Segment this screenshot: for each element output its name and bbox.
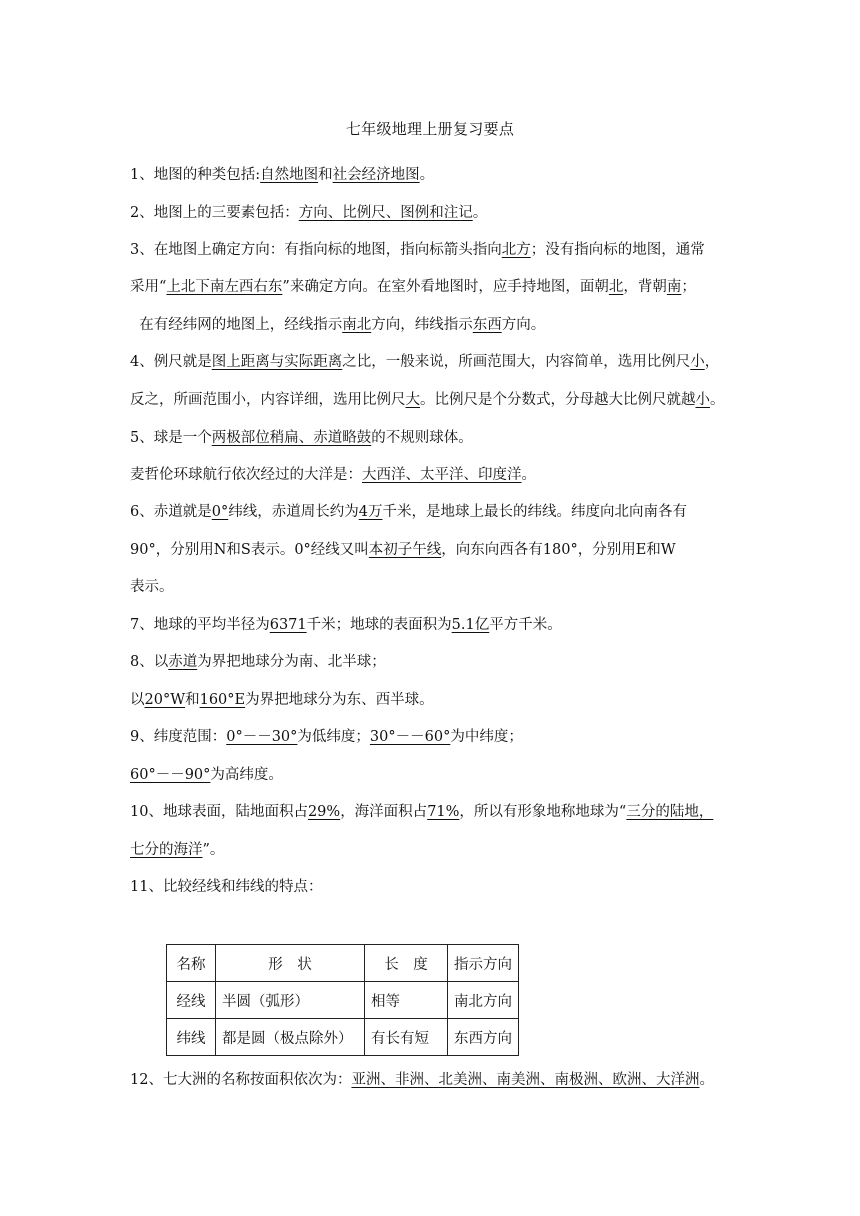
item-4-line1: 4、例尺就是图上距离与实际距离之比，一般来说，所画范围大，内容简单，选用比例尺小， <box>130 354 720 370</box>
item-9-line2: 60°－－90°为高纬度。 <box>130 767 283 783</box>
table-row <box>167 1019 519 1056</box>
table-cell: 南北方向 <box>448 982 519 1019</box>
item-2: 2、地图上的三要素包括：方向、比例尺、图例和注记。 <box>130 205 488 221</box>
table-cell: 纬线 <box>167 1019 216 1056</box>
item-8-line1: 8、以赤道为界把地球分为南、北半球； <box>130 654 386 670</box>
item-4-line2: 反之，所画范围小，内容详细，选用比例尺大。比例尺是个分数式，分母越大比例尺就越小。 <box>130 392 725 408</box>
table-cell: 有长有短 <box>365 1019 448 1056</box>
table-cell: 半圆（弧形） <box>216 982 365 1019</box>
item-12: 12、七大洲的名称按面积依次为：亚洲、非洲、北美洲、南美洲、南极洲、欧洲、大洋洲。 <box>130 1072 714 1088</box>
table-cell: 都是圆（极点除外） <box>216 1019 365 1056</box>
item-9-line1: 9、纬度范围：0°－－30°为低纬度；30°－－60°为中纬度； <box>130 729 523 745</box>
item-6-line3: 表示。 <box>130 579 174 595</box>
table-header-cell: 长 度 <box>365 945 448 982</box>
table-header-cell: 指示方向 <box>448 945 519 982</box>
table-header-cell: 名称 <box>167 945 216 982</box>
table-cell: 经线 <box>167 982 216 1019</box>
item-11: 11、比较经线和纬线的特点： <box>130 879 323 895</box>
item-7: 7、地球的平均半径为6371千米；地球的表面积为5.1亿平方千米。 <box>130 617 562 633</box>
meridian-parallel-table <box>166 944 519 1056</box>
table-cell: 相等 <box>365 982 448 1019</box>
table-header-cell: 形 状 <box>216 945 365 982</box>
item-1: 1、地图的种类包括:自然地图和社会经济地图。 <box>130 167 435 183</box>
table-row <box>167 982 519 1019</box>
item-8-line2: 以20°W和160°E为界把地球分为东、西半球。 <box>130 692 434 708</box>
page-title: 七年级地理上册复习要点 <box>345 120 515 138</box>
item-3-line1: 3、在地图上确定方向：有指向标的地图，指向标箭头指向北方；没有指向标的地图，通常 <box>130 242 705 258</box>
item-10-line2: 七分的海洋”。 <box>130 842 225 858</box>
item-6-line1: 6、赤道就是0°纬线，赤道周长约为4万千米，是地球上最长的纬线。纬度向北向南各有 <box>130 504 687 520</box>
table-cell: 东西方向 <box>448 1019 519 1056</box>
table-header-row <box>167 945 519 982</box>
item-6-line2: 90°，分别用N和S表示。0°经线又叫本初子午线，向东向西各有180°，分别用E和W <box>130 542 676 558</box>
item-3-line2: 采用“上北下南左西右东”来确定方向。在室外看地图时，应手持地图，面朝北，背朝南； <box>130 279 696 295</box>
item-3-line3: 在有经纬网的地图上，经线指示南北方向，纬线指示东西方向。 <box>130 317 546 333</box>
item-10-line1: 10、地球表面，陆地面积占29%，海洋面积占71%，所以有形象地称地球为“三分的陆地， <box>130 804 714 820</box>
item-5: 5、球是一个两极部位稍扁、赤道略鼓的不规则球体。 <box>130 430 473 446</box>
magellan-line: 麦哲伦环球航行依次经过的大洋是：大西洋、太平洋、印度洋。 <box>130 467 536 483</box>
